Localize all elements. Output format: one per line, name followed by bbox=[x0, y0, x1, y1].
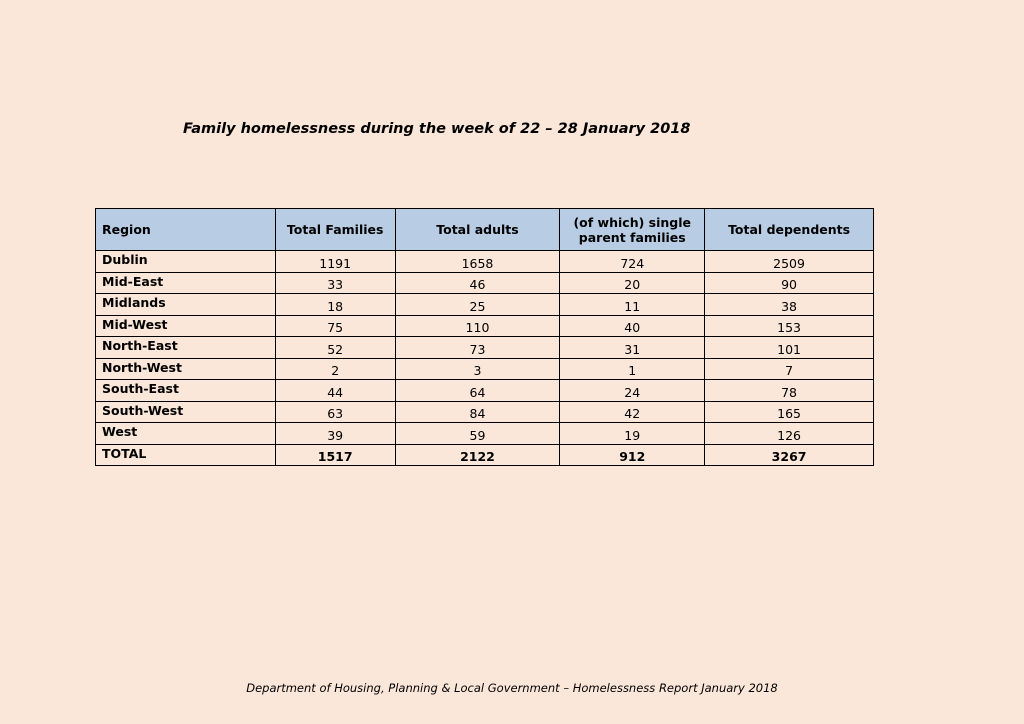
region-cell: Dublin bbox=[96, 251, 276, 273]
total-dependents-cell: 153 bbox=[705, 315, 874, 337]
total-adults-cell: 1658 bbox=[395, 251, 560, 273]
single-parent-cell: 24 bbox=[560, 380, 705, 402]
total-adults-cell: 25 bbox=[395, 294, 560, 316]
single-parent-cell: 724 bbox=[560, 251, 705, 273]
column-header-region: Region bbox=[96, 209, 276, 251]
table-row bbox=[96, 294, 874, 316]
table-row bbox=[96, 401, 874, 423]
table-total-row bbox=[96, 444, 874, 466]
total-families-cell: 18 bbox=[275, 294, 395, 316]
table-row bbox=[96, 380, 874, 402]
total-families-cell: 1191 bbox=[275, 251, 395, 273]
total-families-cell: 52 bbox=[275, 337, 395, 359]
table-row bbox=[96, 358, 874, 380]
total-adults-cell: 64 bbox=[395, 380, 560, 402]
total-families-cell: 33 bbox=[275, 272, 395, 294]
total-dependents-cell: 78 bbox=[705, 380, 874, 402]
total-families-cell: 75 bbox=[275, 315, 395, 337]
table-row bbox=[96, 251, 874, 273]
table-row bbox=[96, 272, 874, 294]
total-label-cell: TOTAL bbox=[96, 444, 276, 466]
total-dependents-cell: 2509 bbox=[705, 251, 874, 273]
page-footer: Department of Housing, Planning & Local Government – Homelessness Report January 2018 bbox=[246, 681, 778, 695]
single-parent-cell: 42 bbox=[560, 401, 705, 423]
region-cell: Midlands bbox=[96, 294, 276, 316]
region-cell: North-East bbox=[96, 337, 276, 359]
total-adults-sum: 2122 bbox=[395, 444, 560, 466]
column-header-single-parent-families: (of which) single parent families bbox=[560, 209, 705, 251]
total-adults-cell: 3 bbox=[395, 358, 560, 380]
region-cell: South-East bbox=[96, 380, 276, 402]
column-header-total-dependents: Total dependents bbox=[705, 209, 874, 251]
region-cell: South-West bbox=[96, 401, 276, 423]
single-parent-cell: 19 bbox=[560, 423, 705, 445]
table-row bbox=[96, 315, 874, 337]
total-dependents-cell: 90 bbox=[705, 272, 874, 294]
total-dependents-sum: 3267 bbox=[705, 444, 874, 466]
region-cell: Mid-West bbox=[96, 315, 276, 337]
homelessness-table bbox=[95, 208, 874, 466]
column-header-total-adults: Total adults bbox=[395, 209, 560, 251]
single-parent-cell: 40 bbox=[560, 315, 705, 337]
table-header-row bbox=[96, 209, 874, 251]
total-dependents-cell: 101 bbox=[705, 337, 874, 359]
total-families-cell: 63 bbox=[275, 401, 395, 423]
single-parent-cell: 1 bbox=[560, 358, 705, 380]
column-header-total-families: Total Families bbox=[275, 209, 395, 251]
total-dependents-cell: 165 bbox=[705, 401, 874, 423]
total-dependents-cell: 126 bbox=[705, 423, 874, 445]
region-cell: West bbox=[96, 423, 276, 445]
total-adults-cell: 84 bbox=[395, 401, 560, 423]
single-parent-cell: 31 bbox=[560, 337, 705, 359]
total-dependents-cell: 38 bbox=[705, 294, 874, 316]
total-families-sum: 1517 bbox=[275, 444, 395, 466]
total-adults-cell: 73 bbox=[395, 337, 560, 359]
total-families-cell: 39 bbox=[275, 423, 395, 445]
region-cell: Mid-East bbox=[96, 272, 276, 294]
total-dependents-cell: 7 bbox=[705, 358, 874, 380]
total-adults-cell: 110 bbox=[395, 315, 560, 337]
region-cell: North-West bbox=[96, 358, 276, 380]
table-row bbox=[96, 337, 874, 359]
total-families-cell: 44 bbox=[275, 380, 395, 402]
single-parent-cell: 11 bbox=[560, 294, 705, 316]
total-families-cell: 2 bbox=[275, 358, 395, 380]
table-row bbox=[96, 423, 874, 445]
single-parent-cell: 20 bbox=[560, 272, 705, 294]
page-title: Family homelessness during the week of 22 – 28 January 2018 bbox=[183, 121, 691, 137]
total-adults-cell: 46 bbox=[395, 272, 560, 294]
total-adults-cell: 59 bbox=[395, 423, 560, 445]
single-parent-sum: 912 bbox=[560, 444, 705, 466]
